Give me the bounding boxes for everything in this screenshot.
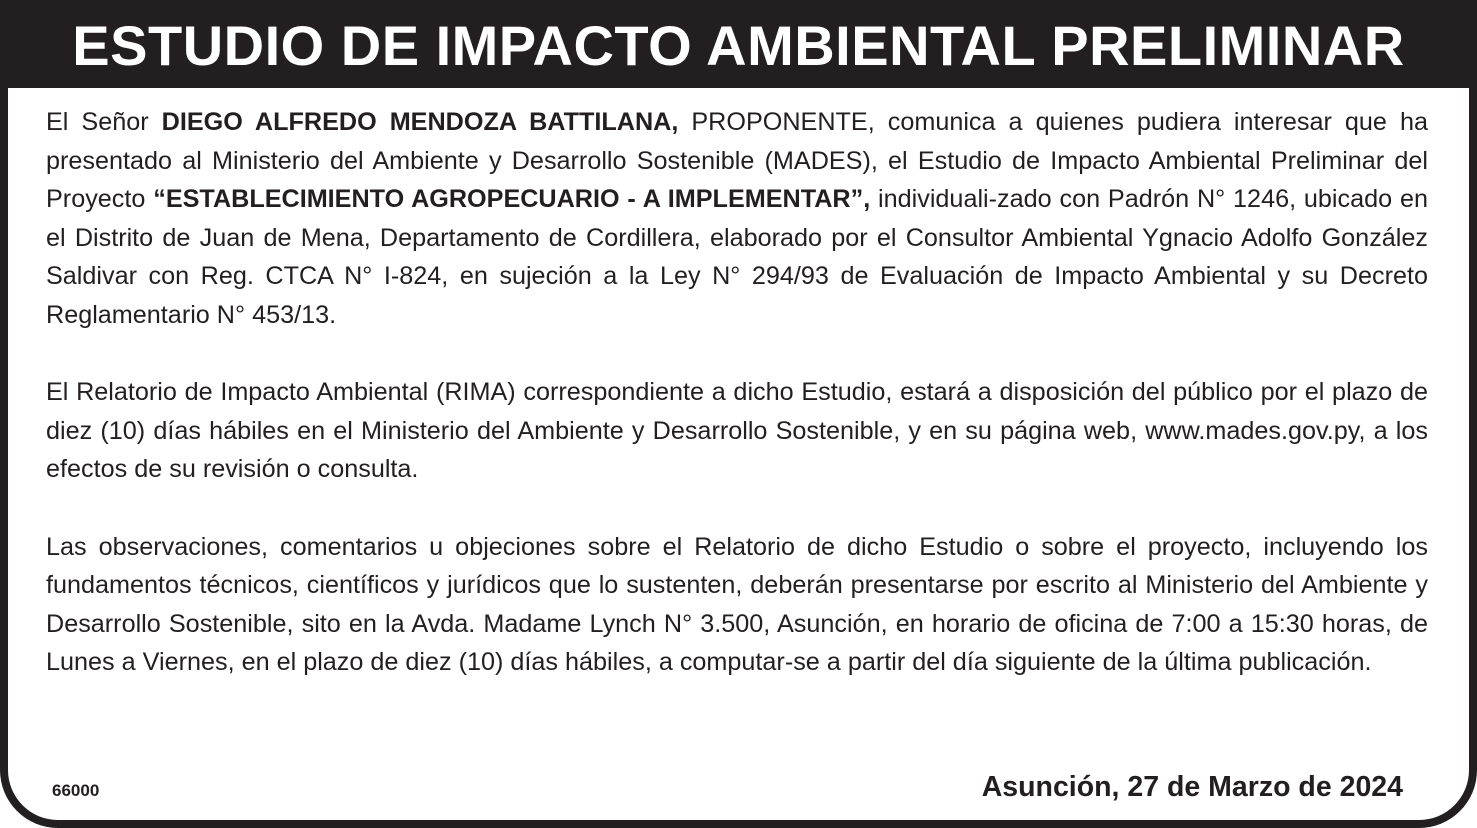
paragraph-rima: El Relatorio de Impacto Ambiental (RIMA) correspondiente a dicho Estudio, estará a disposición del público por el plazo de diez (10) días hábiles en el Ministerio del Ambiente y Desarrollo Sostenible, y en su página web, www.mades.gov.py, a los efectos de su revisión o consulta. [46, 378, 1428, 484]
paragraph-announcement [46, 103, 1428, 335]
paragraph-observations: Las observaciones, comentarios u objeciones sobre el Relatorio de dicho Estudio o sobre el proyecto, incluyendo los fundamentos técnicos, científicos y jurídicos que lo sustenten, deberán presentarse por escrito al Ministerio del Ambiente y Desarrollo Sostenible, sito en la Avda. Madame Lynch N° 3.500, Asunción, en horario de oficina de 7:00 a 15:30 horas, de Lunes a Viernes, en el plazo de diez (10) días hábiles, a computar-se a partir del día siguiente de la última publicación. [46, 532, 1428, 677]
publication-date: Asunción, 27 de Marzo de 2024 [981, 771, 1403, 803]
paragraph-after-project: individuali-zado con Padrón N° 1246, ubicado en el Distrito de Juan de Mena, Departamento de Cordillera, elaborado por el Consultor Ambiental Ygnacio Adolfo González Saldivar con Reg. CTCA N° I-824, en sujeción a la Ley N° 294/93 de Evaluación de Impacto Ambiental y su Decreto Reglamentario N° 453/13. [46, 185, 1428, 329]
notice-body [46, 103, 1428, 682]
title-bar [0, 0, 1477, 88]
proponent-name: DIEGO ALFREDO MENDOZA BATTILANA, [161, 108, 679, 136]
notice-title: ESTUDIO DE IMPACTO AMBIENTAL PRELIMINAR [72, 14, 1405, 77]
paragraph-intro: El Señor [46, 108, 162, 136]
project-name: “ESTABLECIMIENTO AGROPECUARIO - A IMPLEMENTAR”, [153, 185, 871, 214]
reference-number: 66000 [52, 781, 100, 800]
paragraph-after-name: PROPONENTE, comunica a quienes pudiera interesar que ha presentado al Ministerio del Ambiente y Desarrollo Sostenible (MADES), el Estudio de Impacto Ambiental Preliminar del Proyecto [46, 108, 1428, 214]
